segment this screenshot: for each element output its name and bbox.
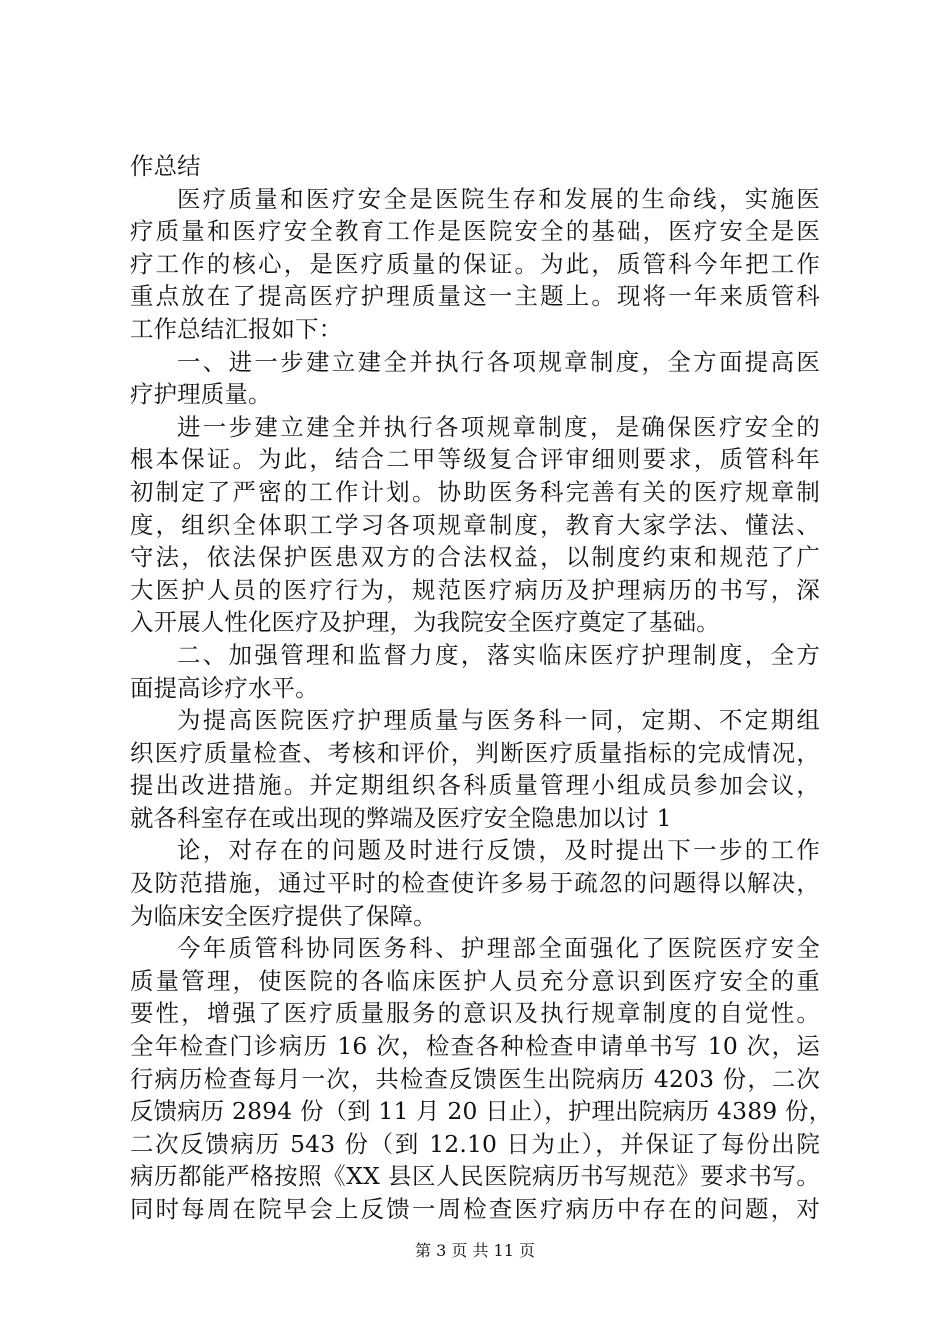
text-line: 织医疗质量检查、考核和评价，判断医疗质量指标的完成情况， xyxy=(130,738,820,767)
text-line: 要性，增强了医疗质量服务的意识及执行规章制度的自觉性。 xyxy=(130,999,820,1028)
text-line: 同时每周在院早会上反馈一周检查医疗病历中存在的问题，对 xyxy=(130,1195,820,1223)
text-line: 度，组织全体职工学习各项规章制度，教育大家学法、懂法、 xyxy=(130,510,820,539)
page-number-footer: 第 3 页 共 11 页 xyxy=(415,1241,535,1260)
text-line: 论，对存在的问题及时进行反馈，及时提出下一步的工作 xyxy=(177,836,820,865)
text-line: 为提高医院医疗护理质量与医务科一同，定期、不定期组 xyxy=(177,706,820,735)
text-line: 医疗质量和医疗安全是医院生存和发展的生命线，实施医 xyxy=(177,184,820,213)
text-line: 入开展人性化医疗及护理，为我院安全医疗奠定了基础。 xyxy=(130,608,720,637)
text-line: 二次反馈病历 543 份（到 12.10 日为止），并保证了每份出院 xyxy=(130,1129,820,1158)
text-line: 守法，依法保护医患双方的合法权益，以制度约束和规范了广 xyxy=(130,543,820,572)
text-line: 病历都能严格按照《XX 县区人民医院病历书写规范》要求书写。 xyxy=(130,1162,820,1191)
text-line: 疗工作的核心，是医疗质量的保证。为此，质管科今年把工作 xyxy=(130,249,820,278)
text-line: 疗护理质量。 xyxy=(130,380,272,409)
text-line: 重点放在了提高医疗护理质量这一主题上。现将一年来质管科 xyxy=(130,282,820,311)
text-line: 提出改进措施。并定期组织各科质量管理小组成员参加会议， xyxy=(130,771,820,800)
text-line: 大医护人员的医疗行为，规范医疗病历及护理病历的书写，深 xyxy=(130,575,820,604)
text-line: 面提高诊疗水平。 xyxy=(130,673,319,702)
text-line: 为临床安全医疗提供了保障。 xyxy=(130,901,437,930)
text-line: 疗质量和医疗安全教育工作是医院安全的基础，医疗安全是医 xyxy=(130,217,820,246)
text-line: 就各科室存在或出现的弊端及医疗安全隐患加以讨 1 xyxy=(130,803,672,832)
text-line: 今年质管科协同医务科、护理部全面强化了医院医疗安全 xyxy=(177,934,820,963)
text-line: 作总结 xyxy=(130,152,201,180)
text-line: 反馈病历 2894 份（到 11 月 20 日止），护理出院病历 4389 份， xyxy=(130,1097,833,1126)
text-line: 行病历检查每月一次，共检查反馈医生出院病历 4203 份，二次 xyxy=(130,1064,820,1093)
document-body xyxy=(130,150,833,1226)
text-line: 工作总结汇报如下： xyxy=(130,314,343,343)
text-line: 进一步建立建全并执行各项规章制度，是确保医疗安全的 xyxy=(177,412,820,441)
text-line: 全年检查门诊病历 16 次，检查各种检查申请单书写 10 次，运 xyxy=(130,1032,820,1061)
text-line: 根本保证。为此，结合二甲等级复合评审细则要求，质管科年 xyxy=(130,445,820,474)
text-line: 二、加强管理和监督力度，落实临床医疗护理制度，全方 xyxy=(177,640,820,669)
text-line: 质量管理，使医院的各临床医护人员充分意识到医疗安全的重 xyxy=(130,966,820,995)
text-line: 初制定了严密的工作计划。协助医务科完善有关的医疗规章制 xyxy=(130,477,820,506)
text-line: 及防范措施，通过平时的检查使许多易于疏忽的问题得以解决， xyxy=(130,869,820,898)
text-line: 一、进一步建立建全并执行各项规章制度，全方面提高医 xyxy=(177,347,820,376)
